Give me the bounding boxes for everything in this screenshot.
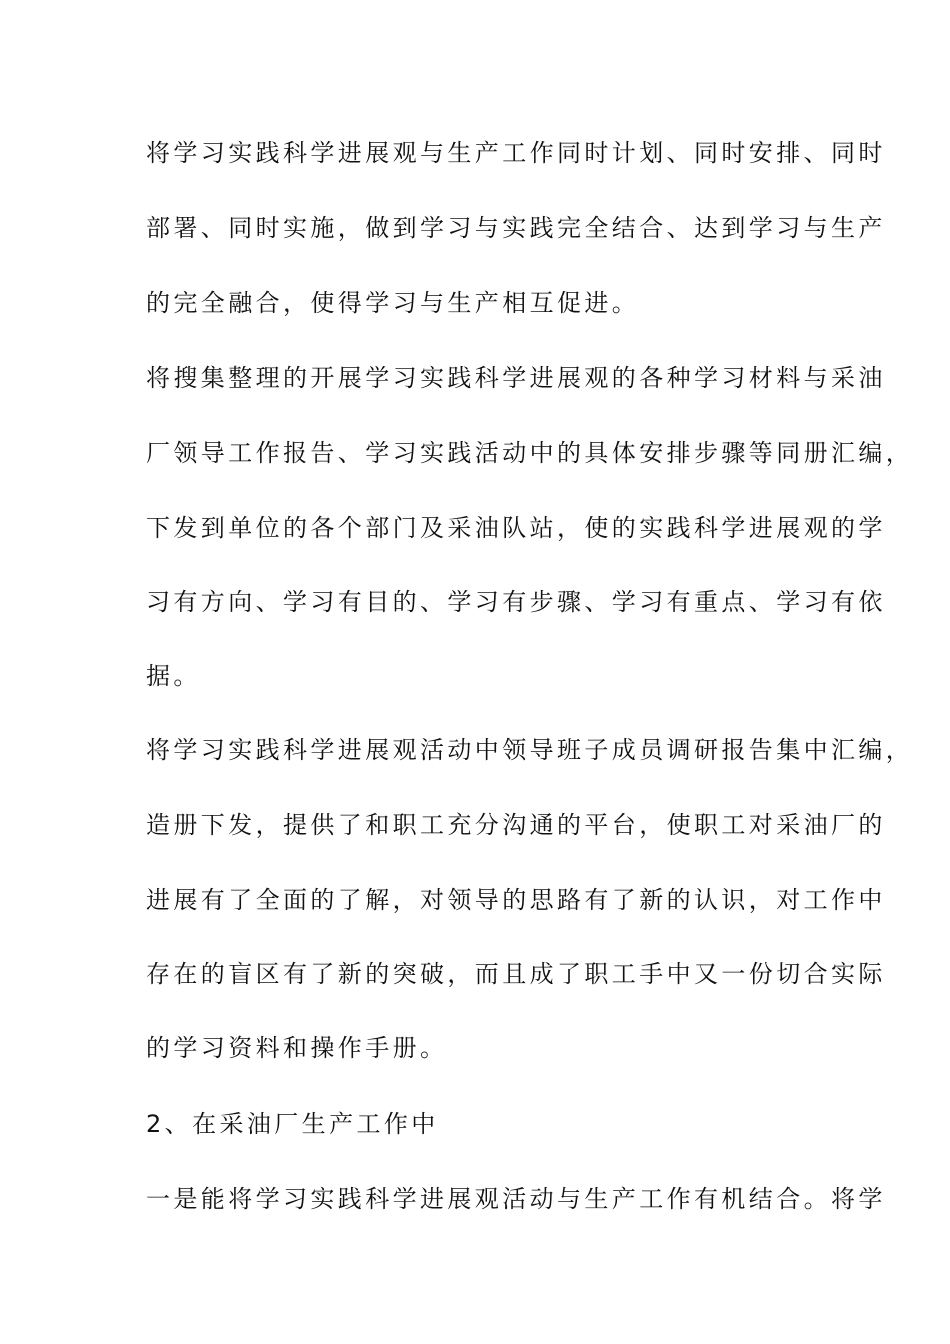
text-line-9: 将学习实践科学进展观活动中领导班子成员调研报告集中汇编， bbox=[146, 736, 914, 764]
text-line-10: 造册下发，提供了和职工充分沟通的平台，使职工对采油厂的 bbox=[146, 811, 886, 839]
text-line-3: 的完全融合，使得学习与生产相互促进。 bbox=[146, 289, 640, 317]
text-line-1: 将学习实践科学进展观与生产工作同时计划、同时安排、同时 bbox=[146, 139, 886, 167]
text-line-6: 下发到单位的各个部门及采油队站，使的实践科学进展观的学 bbox=[146, 514, 886, 542]
text-line-11: 进展有了全面的了解，对领导的思路有了新的认识，对工作中 bbox=[146, 886, 886, 914]
text-line-13: 的学习资料和操作手册。 bbox=[146, 1034, 448, 1062]
text-line-8: 据。 bbox=[146, 662, 201, 690]
text-line-2: 部署、同时实施，做到学习与实践完全结合、达到学习与生产 bbox=[146, 214, 886, 242]
text-line-15: 一是能将学习实践科学进展观活动与生产工作有机结合。将学 bbox=[146, 1185, 886, 1213]
text-line-5: 厂领导工作报告、学习实践活动中的具体安排步骤等同册汇编， bbox=[146, 439, 914, 467]
text-line-7: 习有方向、学习有目的、学习有步骤、学习有重点、学习有依 bbox=[146, 588, 886, 616]
section-heading: 2、在采油厂生产工作中 bbox=[146, 1110, 439, 1138]
text-line-4: 将搜集整理的开展学习实践科学进展观的各种学习材料与采油 bbox=[146, 364, 886, 392]
text-line-12: 存在的盲区有了新的突破，而且成了职工手中又一份切合实际 bbox=[146, 960, 886, 988]
